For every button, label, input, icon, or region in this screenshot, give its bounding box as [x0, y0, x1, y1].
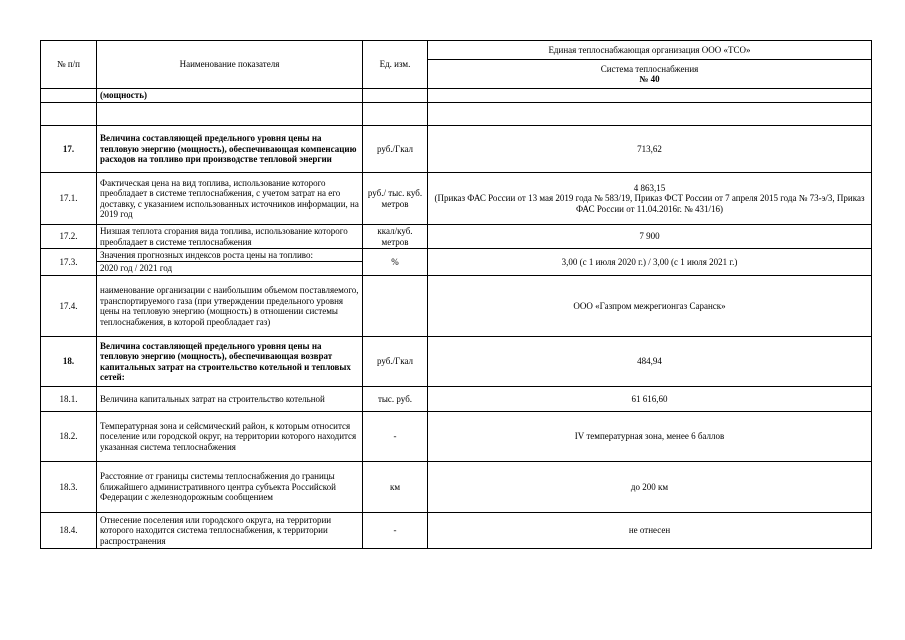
row-num: 18.	[41, 337, 97, 387]
table-row	[41, 387, 872, 412]
header-system	[428, 60, 872, 89]
table-row	[41, 249, 872, 262]
table-row	[41, 337, 872, 387]
row-name: Низшая теплота сгорания вида топлива, использование которого преобладает в системе теплоснабжения	[97, 225, 363, 249]
header-org: Единая теплоснабжающая организация ООО «ТСО»	[428, 41, 872, 60]
header-system-line2: № 40	[639, 74, 660, 84]
row-num: 18.1.	[41, 387, 97, 412]
table-row	[41, 513, 872, 549]
row-value	[428, 103, 872, 126]
row-num: 18.2.	[41, 412, 97, 462]
table-row	[41, 276, 872, 337]
row-value: 61 616,60	[428, 387, 872, 412]
header-name: Наименование показателя	[97, 41, 363, 89]
row-name: Расстояние от границы системы теплоснабжения до границы ближайшего административного центра субъекта Российской Федерации с железнодорожным сообщением	[97, 462, 363, 513]
row-name: Значения прогнозных индексов роста цены на топливо:	[97, 249, 363, 262]
row-value	[428, 173, 872, 225]
row-unit: руб./Гкал	[363, 337, 428, 387]
row-num: 17.2.	[41, 225, 97, 249]
row-name: Величина составляющей предельного уровня цены на тепловую энергию (мощность), обеспечивающая компенсацию расходов на топливо при производстве тепловой энергии	[97, 126, 363, 173]
header-num: № п/п	[41, 41, 97, 89]
table-row	[41, 103, 872, 126]
table-row	[41, 89, 872, 103]
row-name: Отнесение поселения или городского округа, на территории которого находится система теплоснабжения, к территории распространения	[97, 513, 363, 549]
header-row	[41, 41, 872, 60]
row-value: 7 900	[428, 225, 872, 249]
row-num: 17.3.	[41, 249, 97, 276]
row-unit: руб./Гкал	[363, 126, 428, 173]
row-value: ООО «Газпром межрегионгаз Саранск»	[428, 276, 872, 337]
row-value: 713,62	[428, 126, 872, 173]
row-num: 17.1.	[41, 173, 97, 225]
row-name: Величина составляющей предельного уровня цены на тепловую энергию (мощность), обеспечивающая возврат капитальных затрат на строительство котельной и тепловых сетей:	[97, 337, 363, 387]
row-name: (мощность)	[97, 89, 363, 103]
row-num	[41, 89, 97, 103]
row-num	[41, 103, 97, 126]
row-unit	[363, 276, 428, 337]
row-unit: -	[363, 513, 428, 549]
tariff-table	[40, 40, 872, 549]
row-name: Фактическая цена на вид топлива, использование которого преобладает в системе теплоснабжения, с учетом затрат на его доставку, с указанием использованных источников информации, на 2019 год	[97, 173, 363, 225]
row-name: Величина капитальных затрат на строительство котельной	[97, 387, 363, 412]
row-num: 17.	[41, 126, 97, 173]
row-unit: км	[363, 462, 428, 513]
row-num: 17.4.	[41, 276, 97, 337]
row-value: IV температурная зона, менее 6 баллов	[428, 412, 872, 462]
table-row	[41, 462, 872, 513]
row-num: 18.4.	[41, 513, 97, 549]
document-page	[40, 40, 872, 549]
row-unit	[363, 89, 428, 103]
table-row	[41, 225, 872, 249]
row-name: Температурная зона и сейсмический район, к которым относится поселение или городской округ, на территории которого находится указанная система теплоснабжения	[97, 412, 363, 462]
header-system-line1: Система теплоснабжения	[600, 63, 699, 74]
header-unit: Ед. изм.	[363, 41, 428, 89]
table-row	[41, 412, 872, 462]
row-name: наименование организации с наибольшим объемом поставляемого, транспортируемого газа (при утверждении предельного уровня цены на тепловую энергию (мощность) в отношении системы теплоснабжения, в которой преобладает газ)	[97, 276, 363, 337]
table-row	[41, 126, 872, 173]
row-name	[97, 103, 363, 126]
row-value: 484,94	[428, 337, 872, 387]
row-unit: -	[363, 412, 428, 462]
row-unit: тыс. руб.	[363, 387, 428, 412]
row-unit: %	[363, 249, 428, 276]
row-value-main: 4 863,15	[633, 182, 666, 193]
table-row	[41, 173, 872, 225]
row-name-sub: 2020 год / 2021 год	[97, 262, 363, 276]
row-value: 3,00 (с 1 июля 2020 г.) / 3,00 (с 1 июля 2021 г.)	[428, 249, 872, 276]
row-unit: ккал/куб. метров	[363, 225, 428, 249]
row-value	[428, 89, 872, 103]
row-unit	[363, 103, 428, 126]
row-value: до 200 км	[428, 462, 872, 513]
row-num: 18.3.	[41, 462, 97, 513]
row-unit: руб./ тыс. куб. метров	[363, 173, 428, 225]
row-value: не отнесен	[428, 513, 872, 549]
row-value-source: (Приказ ФАС России от 13 мая 2019 года № 583/19, Приказ ФСТ России от 7 апреля 2015 года № 73-э/3, Приказ ФАС России от 11.04.2016г. № 431/16)	[434, 193, 865, 214]
